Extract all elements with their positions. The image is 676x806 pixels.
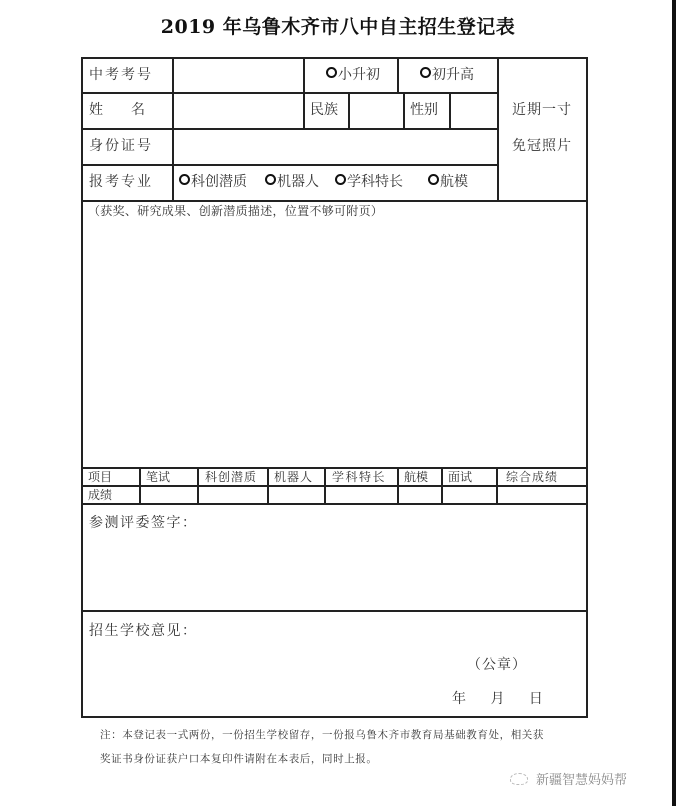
- note-line-1: 注：本登记表一式两份，一份招生学校留存，一份报乌鲁木齐市教育局基础教育处，相关获: [100, 729, 544, 741]
- score-header-total: 综合成绩: [506, 470, 559, 484]
- option-innovation[interactable]: 科创潜质: [179, 173, 247, 191]
- border-right: [586, 57, 588, 717]
- col-line-403: [403, 92, 405, 128]
- school-seal: （公章）: [467, 657, 527, 673]
- judges-signature-area[interactable]: [83, 535, 585, 608]
- option-robotics[interactable]: 机器人: [265, 173, 319, 191]
- score-row-label: 成绩: [88, 488, 113, 502]
- score-header-robotics: 机器人: [274, 470, 314, 484]
- name-field[interactable]: [174, 94, 302, 127]
- ethnicity-field[interactable]: [350, 94, 402, 127]
- photo-hint-line2: 免冠照片: [512, 138, 572, 154]
- id-number-field[interactable]: [174, 130, 496, 163]
- col-line-397: [397, 57, 399, 92]
- option-primary-to-junior[interactable]: 小升初: [326, 66, 380, 84]
- exam-number-label: 中考考号: [89, 67, 153, 83]
- option-junior-to-senior[interactable]: 初升高: [420, 66, 474, 84]
- score-line-bottom: [81, 503, 588, 505]
- watermark: 新疆智慧妈妈帮: [510, 769, 627, 788]
- school-date: 年 月 日: [452, 691, 545, 707]
- id-number-label: 身份证号: [89, 138, 153, 154]
- score-innovation-field[interactable]: [199, 487, 266, 502]
- row-line-3: [81, 164, 497, 166]
- score-header-subject: 学科特长: [332, 470, 387, 484]
- photo-box[interactable]: [499, 59, 585, 199]
- school-opinion-label: 招生学校意见：: [89, 623, 198, 639]
- score-robotics-field[interactable]: [269, 487, 323, 502]
- radio-icon: [326, 67, 337, 78]
- option-aeromodelling[interactable]: 航模: [428, 173, 468, 191]
- border-bottom: [81, 716, 588, 718]
- exam-number-field[interactable]: [174, 59, 302, 91]
- right-edge-strip: [672, 0, 676, 806]
- radio-icon: [335, 174, 346, 185]
- description-area[interactable]: [83, 220, 585, 465]
- score-header-innovation: 科创潜质: [205, 470, 258, 484]
- note-line-2: 奖证书身份证获户口本复印件请附在本表后，同时上报。: [100, 753, 378, 765]
- document-title: 2019 年乌鲁木齐市八中自主招生登记表: [160, 16, 516, 38]
- score-written-field[interactable]: [141, 487, 196, 502]
- score-header-item: 项目: [88, 470, 113, 484]
- option-subject-specialty[interactable]: 学科特长: [335, 173, 403, 191]
- score-interview-field[interactable]: [443, 487, 495, 502]
- score-subject-field[interactable]: [326, 487, 396, 502]
- photo-hint-line1: 近期一寸: [512, 102, 572, 118]
- gender-label: 性别: [410, 102, 438, 118]
- score-header-aeromodel: 航模: [404, 470, 429, 484]
- judges-signature-label: 参测评委签字：: [89, 515, 198, 531]
- radio-icon: [179, 174, 190, 185]
- col-line-303: [303, 57, 305, 128]
- score-aeromodel-field[interactable]: [399, 487, 440, 502]
- radio-icon: [265, 174, 276, 185]
- name-label: 姓 名: [89, 102, 145, 118]
- school-opinion-area[interactable]: [83, 642, 463, 714]
- radio-icon: [420, 67, 431, 78]
- score-total-field[interactable]: [498, 487, 585, 502]
- major-label: 报考专业: [89, 174, 153, 190]
- score-header-interview: 面试: [448, 470, 473, 484]
- wechat-logo-icon: [510, 773, 528, 785]
- radio-icon: [428, 174, 439, 185]
- ethnicity-label: 民族: [310, 102, 338, 118]
- description-hint: （获奖、研究成果、创新潜质描述，位置不够可附页）: [88, 204, 384, 218]
- signature-divider: [81, 610, 588, 612]
- gender-field[interactable]: [451, 94, 496, 127]
- score-header-written: 笔试: [146, 470, 171, 484]
